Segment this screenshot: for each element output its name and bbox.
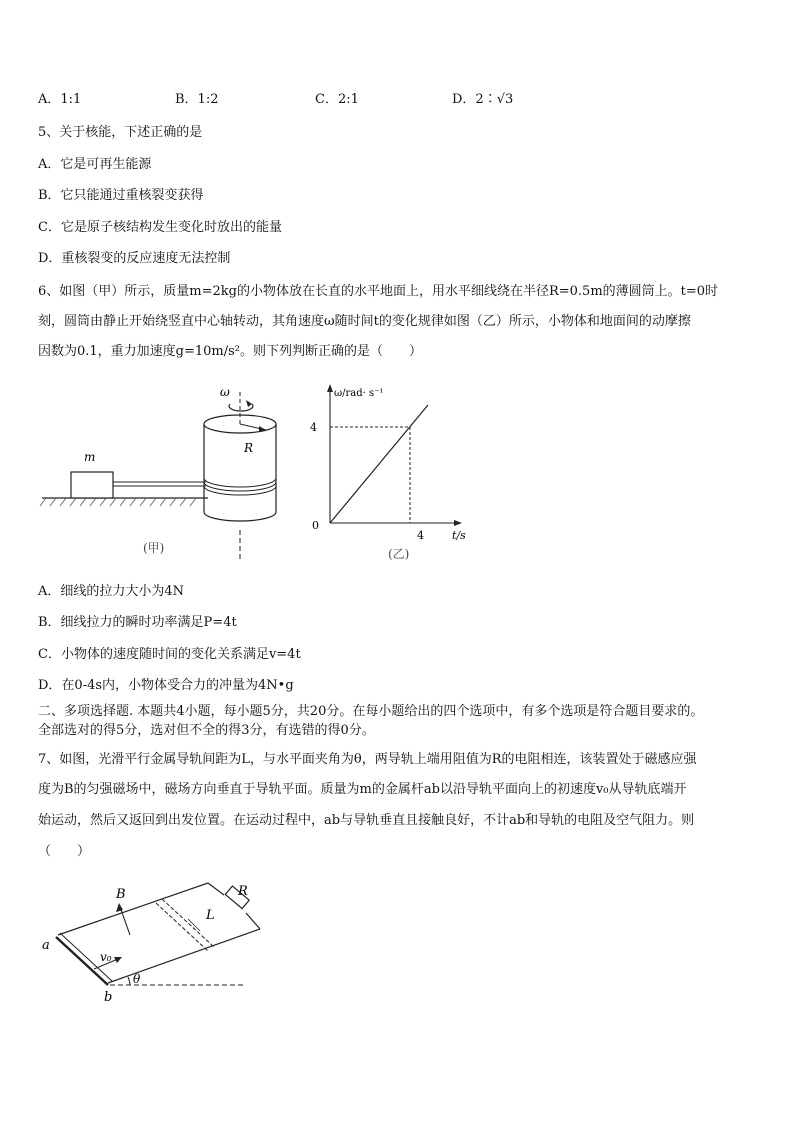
q5-option-c: C．它是原子核结构发生变化时放出的能量 [38, 220, 282, 235]
section2-line-1: 二、多项选择题. 本题共4小题，每小题5分，共20分。在每小题给出的四个选项中，有多个选项是符合题目要求的。 [38, 704, 704, 719]
q6-option-b: B．细线拉力的瞬时功率满足P=4t [38, 615, 237, 630]
q4-option-c: C．2:1 [315, 92, 359, 107]
fig-q7-v0-label: v₀ [100, 950, 112, 964]
figure-yi [300, 378, 480, 576]
q5-option-d: D．重核裂变的反应速度无法控制 [38, 251, 231, 266]
fig-jia-caption: (甲) [143, 541, 165, 555]
fig-yi-ytick: 4 [310, 421, 317, 434]
fig-yi-caption: (乙) [388, 547, 410, 561]
q7-stem-line-4: （ ） [38, 844, 91, 859]
q4-option-b: B．1:2 [175, 92, 219, 107]
q5-stem: 5、关于核能，下述正确的是 [38, 125, 203, 140]
fig-q7-b-label: b [104, 990, 113, 1005]
fig-yi-xtick: 4 [417, 529, 424, 542]
q4-option-d: D．2∶√3 [452, 92, 514, 107]
q6-stem-line-2: 刻，圆筒由静止开始绕竖直中心轴转动，其角速度ω随时间t的变化规律如图（乙）所示，小物体和地面间的动摩擦 [38, 314, 691, 329]
fig-q7-l-label: L [206, 908, 215, 923]
fig-q7-b-field-label: B [116, 887, 126, 902]
q6-stem-line-1: 6、如图（甲）所示，质量m=2kg的小物体放在长直的水平地面上，用水平细线绕在半径R=0.5m的薄圆筒上。t=0时 [38, 284, 719, 299]
q5-option-a: A．它是可再生能源 [38, 157, 152, 172]
fig-yi-ylabel: ω/rad· s⁻¹ [334, 388, 384, 399]
figure-jia [38, 380, 288, 575]
fig-q7-theta-label: θ [133, 972, 141, 986]
q4-option-a: A．1:1 [38, 92, 82, 107]
q6-option-d: D．在0-4s内，小物体受合力的冲量为4N•g [38, 678, 294, 693]
fig-yi-origin: 0 [312, 519, 319, 532]
fig-jia-omega-label: ω [220, 385, 230, 399]
q6-option-c: C．小物体的速度随时间的变化关系满足v=4t [38, 647, 301, 662]
q7-stem-line-3: 始运动，然后又返回到出发位置。在运动过程中，ab与导轨垂直且接触良好，不计ab和导轨的电阻及空气阻力。则 [38, 813, 695, 828]
fig-jia-m-label: m [84, 450, 96, 464]
figure-q7 [38, 875, 273, 1005]
fig-q7-a-label: a [42, 938, 50, 953]
fig-q7-r-label: R [238, 884, 248, 899]
fig-jia-r-label: R [244, 441, 254, 455]
section2-line-2: 全部选对的得5分，选对但不全的得3分，有选错的得0分。 [38, 723, 375, 738]
fig-yi-xlabel: t/s [452, 529, 466, 542]
q7-stem-line-1: 7、如图，光滑平行金属导轨间距为L，与水平面夹角为θ，两导轨上端用阻值为R的电阻相连，该装置处于磁感应强 [38, 752, 697, 767]
q7-stem-line-2: 度为B的匀强磁场中，磁场方向垂直于导轨平面。质量为m的金属杆ab以沿导轨平面向上的初速度v₀从导轨底端开 [38, 782, 687, 797]
q5-option-b: B．它只能通过重核裂变获得 [38, 188, 204, 203]
q6-stem-line-3: 因数为0.1，重力加速度g=10m/s²。则下列判断正确的是（ ） [38, 344, 423, 359]
q6-option-a: A．细线的拉力大小为4N [38, 584, 185, 599]
